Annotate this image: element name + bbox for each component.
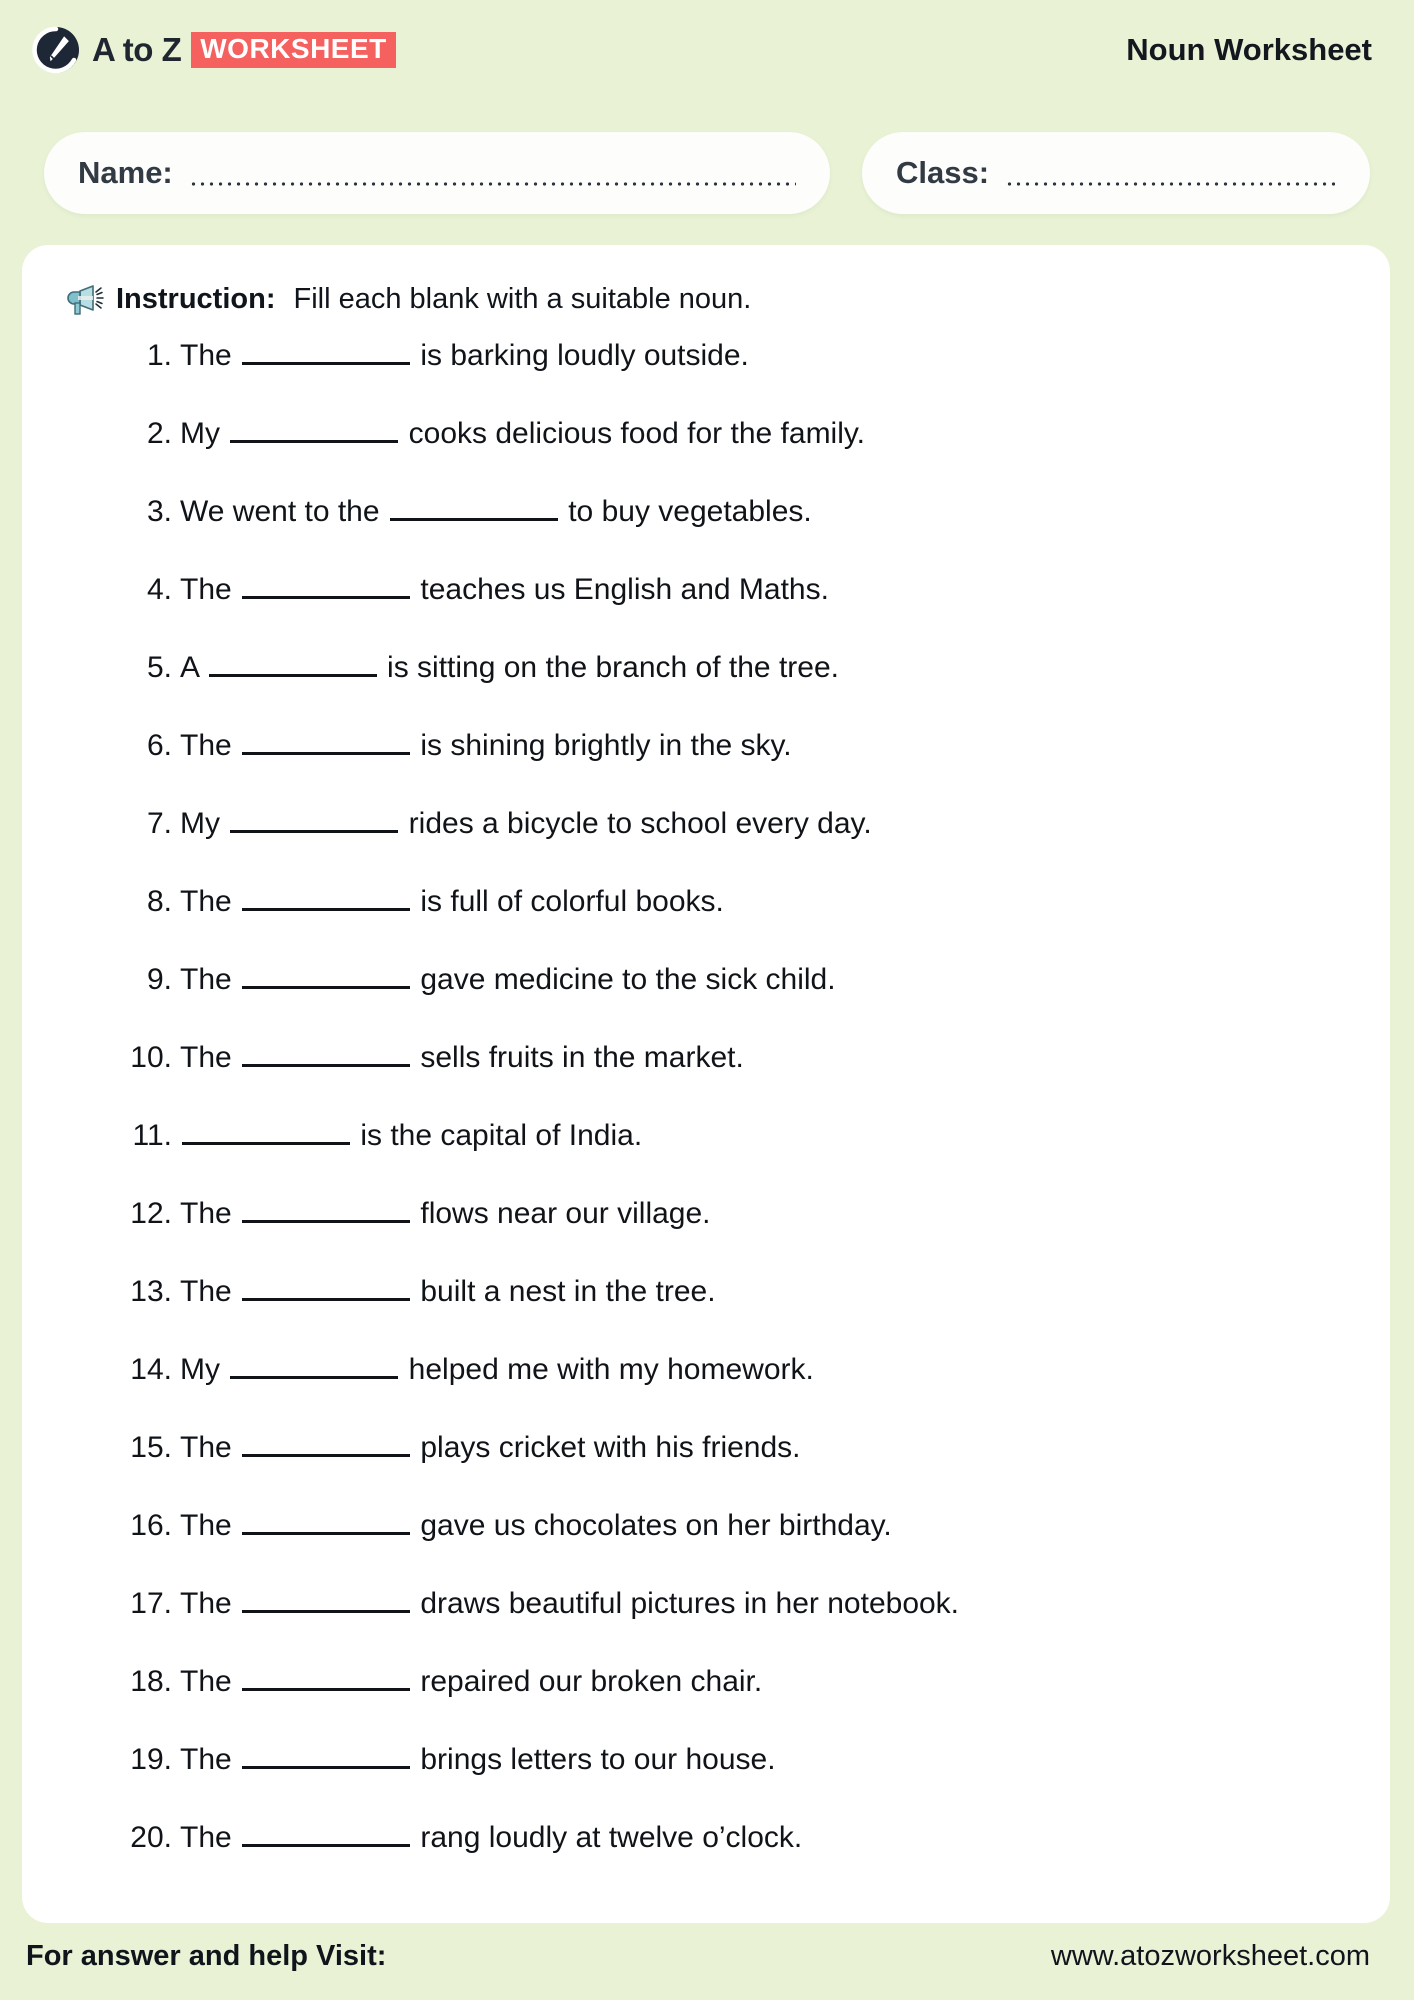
answer-blank[interactable] (242, 341, 410, 365)
question-row (124, 807, 1360, 885)
instruction-label: Instruction: (116, 282, 276, 315)
name-field-dotted-line[interactable] (189, 158, 796, 188)
answer-blank[interactable] (242, 1667, 410, 1691)
question-text-after-blank: helped me with my homework. (400, 1353, 814, 1386)
page-title: Noun Worksheet (1126, 32, 1372, 67)
question-text-before-blank: The (180, 1275, 241, 1308)
question-sentence (180, 1275, 716, 1309)
class-field[interactable] (862, 132, 1370, 214)
question-sentence (180, 1119, 642, 1153)
question-sentence (180, 1197, 711, 1231)
answer-blank[interactable] (390, 497, 558, 521)
question-number: 4. (146, 573, 172, 606)
question-text-after-blank: cooks delicious food for the family. (400, 417, 865, 450)
question-sentence (180, 1431, 801, 1465)
class-field-label: Class: (896, 155, 990, 190)
question-row (124, 1509, 1360, 1587)
question-row (124, 495, 1360, 573)
question-text-before-blank: My (180, 807, 229, 840)
question-text-after-blank: draws beautiful pictures in her notebook. (412, 1587, 960, 1620)
answer-blank[interactable] (242, 1043, 410, 1067)
question-text-before-blank: The (180, 1041, 241, 1074)
question-sentence (180, 729, 792, 763)
question-sentence (180, 1353, 814, 1387)
answer-blank[interactable] (242, 1277, 410, 1301)
footer-help-text: For answer and help Visit: (26, 1940, 387, 1972)
answer-blank[interactable] (209, 653, 377, 677)
question-number: 19. (130, 1743, 172, 1776)
class-field-dotted-line[interactable] (1005, 158, 1335, 188)
question-text-before-blank: The (180, 1431, 241, 1464)
answer-blank[interactable] (242, 965, 410, 989)
answer-blank[interactable] (242, 575, 410, 599)
question-sentence (180, 495, 812, 529)
question-text-after-blank: repaired our broken chair. (412, 1665, 763, 1698)
question-text-after-blank: built a nest in the tree. (412, 1275, 716, 1308)
question-row (124, 1821, 1360, 1899)
question-row (124, 573, 1360, 651)
footer-website-link[interactable]: www.atozworksheet.com (1050, 1940, 1370, 1972)
question-text-before-blank: The (180, 1197, 241, 1230)
question-number: 15. (130, 1431, 172, 1464)
question-text-after-blank: sells fruits in the market. (412, 1041, 744, 1074)
question-number: 20. (130, 1821, 172, 1854)
question-text-before-blank: The (180, 1821, 241, 1854)
page-footer (0, 1923, 1414, 2000)
brand-tag: WORKSHEET (191, 32, 396, 68)
question-sentence (180, 417, 865, 451)
question-text-before-blank: My (180, 1353, 229, 1386)
answer-blank[interactable] (242, 1745, 410, 1769)
question-text-before-blank: My (180, 417, 229, 450)
question-number: 14. (130, 1353, 172, 1386)
question-text-before-blank: The (180, 1665, 241, 1698)
question-text-before-blank: The (180, 1587, 241, 1620)
answer-blank[interactable] (242, 887, 410, 911)
question-row (124, 339, 1360, 417)
question-text-after-blank: flows near our village. (412, 1197, 711, 1230)
question-sentence (180, 1041, 744, 1075)
answer-blank[interactable] (230, 809, 398, 833)
question-number: 18. (130, 1665, 172, 1698)
question-row (124, 1353, 1360, 1431)
question-number: 16. (130, 1509, 172, 1542)
question-sentence (180, 573, 829, 607)
question-text-before-blank: A (180, 651, 207, 684)
question-row (124, 1041, 1360, 1119)
answer-blank[interactable] (230, 419, 398, 443)
question-number: 17. (130, 1587, 172, 1620)
question-text-before-blank: We went to the (180, 495, 388, 528)
question-number: 8. (146, 885, 172, 918)
question-sentence (180, 1587, 959, 1621)
question-number: 13. (130, 1275, 172, 1308)
answer-blank[interactable] (242, 1199, 410, 1223)
question-number: 1. (146, 339, 172, 372)
question-number: 12. (130, 1197, 172, 1230)
question-row (124, 1743, 1360, 1821)
question-row (124, 1119, 1360, 1197)
question-sentence (180, 963, 836, 997)
question-text-before-blank: The (180, 339, 241, 372)
question-text-before-blank: The (180, 963, 241, 996)
question-text-after-blank: is sitting on the branch of the tree. (378, 651, 839, 684)
answer-blank[interactable] (242, 1589, 410, 1613)
question-list (52, 339, 1360, 1899)
question-text-before-blank: The (180, 1743, 241, 1776)
question-number: 11. (132, 1119, 172, 1152)
question-text-before-blank: The (180, 729, 241, 762)
question-text-after-blank: rides a bicycle to school every day. (400, 807, 872, 840)
answer-blank[interactable] (242, 1823, 410, 1847)
answer-blank[interactable] (242, 1511, 410, 1535)
question-sentence (180, 885, 724, 919)
question-row (124, 963, 1360, 1041)
question-sentence (180, 1743, 776, 1777)
answer-blank[interactable] (242, 1433, 410, 1457)
question-sentence (180, 1821, 802, 1855)
answer-blank[interactable] (182, 1121, 350, 1145)
question-row (124, 1431, 1360, 1509)
worksheet-card (22, 245, 1390, 1923)
instruction-text: Fill each blank with a suitable noun. (293, 282, 752, 315)
question-number: 9. (146, 963, 172, 996)
question-text-after-blank: gave us chocolates on her birthday. (412, 1509, 892, 1542)
question-row (124, 885, 1360, 963)
question-row (124, 1275, 1360, 1353)
question-row (124, 1665, 1360, 1743)
brand-logo-group (30, 24, 396, 76)
question-text-after-blank: teaches us English and Maths. (412, 573, 829, 606)
question-sentence (180, 339, 749, 373)
question-text-after-blank: is the capital of India. (352, 1119, 643, 1152)
pen-circle-logo-icon (30, 24, 82, 76)
question-sentence (180, 1665, 762, 1699)
question-sentence (180, 651, 839, 685)
question-number: 3. (146, 495, 172, 528)
student-fields-row (0, 132, 1414, 214)
question-text-after-blank: to buy vegetables. (559, 495, 812, 528)
question-number: 7. (146, 807, 172, 840)
question-text-after-blank: plays cricket with his friends. (412, 1431, 801, 1464)
question-text-after-blank: is shining brightly in the sky. (412, 729, 792, 762)
question-text-after-blank: rang loudly at twelve o’clock. (412, 1821, 803, 1854)
name-field[interactable] (44, 132, 830, 214)
question-row (124, 417, 1360, 495)
brand-name: A to Z (92, 31, 182, 68)
question-number: 5. (146, 651, 172, 684)
question-text-before-blank: The (180, 573, 241, 606)
question-row (124, 1197, 1360, 1275)
question-text-after-blank: is barking loudly outside. (412, 339, 749, 372)
answer-blank[interactable] (242, 731, 410, 755)
question-sentence (180, 807, 872, 841)
instruction-row (52, 281, 1360, 317)
question-row (124, 1587, 1360, 1665)
megaphone-icon (66, 281, 106, 317)
page-header (0, 0, 1414, 100)
question-row (124, 651, 1360, 729)
question-text-before-blank: The (180, 1509, 241, 1542)
question-text-before-blank: The (180, 885, 241, 918)
question-text-after-blank: brings letters to our house. (412, 1743, 776, 1776)
question-text-after-blank: is full of colorful books. (412, 885, 724, 918)
question-text-after-blank: gave medicine to the sick child. (412, 963, 836, 996)
answer-blank[interactable] (230, 1355, 398, 1379)
question-number: 6. (146, 729, 172, 762)
question-number: 10. (130, 1041, 172, 1074)
question-sentence (180, 1509, 892, 1543)
question-row (124, 729, 1360, 807)
name-field-label: Name: (78, 155, 173, 190)
question-number: 2. (146, 417, 172, 450)
